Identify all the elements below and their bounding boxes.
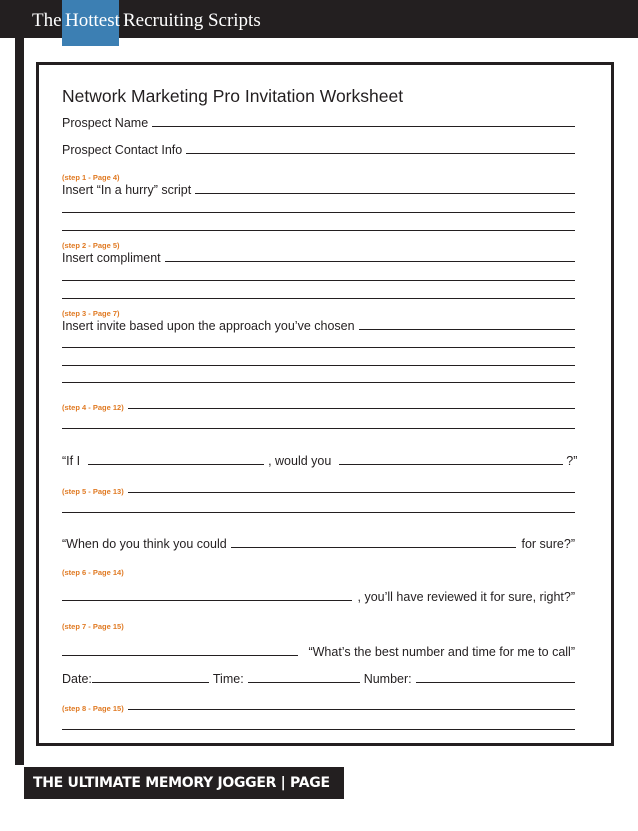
prospect-contact-field[interactable]: [186, 152, 575, 154]
would-you-blank[interactable]: [339, 463, 563, 465]
prospect-name-field[interactable]: [152, 125, 575, 127]
prospect-contact-row: [62, 143, 575, 157]
best-number-text: “What’s the best number and time for me to call”: [308, 645, 575, 659]
step-8-line-2[interactable]: [62, 729, 575, 730]
step-8-label: (step 8 - Page 15): [62, 704, 124, 713]
prospect-name-row: [62, 116, 575, 130]
step-3-row: [62, 319, 575, 333]
if-i-start: “If I: [62, 454, 81, 468]
step-1-label: (step 1 - Page 4): [62, 173, 120, 182]
if-i-blank[interactable]: [88, 463, 264, 465]
when-start: “When do you think you could: [62, 537, 227, 551]
step-6-label: (step 6 - Page 14): [62, 568, 124, 577]
step-8-field[interactable]: [128, 708, 575, 710]
sidebar-rule: [15, 38, 24, 765]
worksheet-title: Network Marketing Pro Invitation Worksheet: [62, 86, 404, 106]
header-title-rest: Recruiting Scripts: [123, 10, 261, 31]
step-5-label: (step 5 - Page 13): [62, 487, 124, 496]
if-i-row: [62, 454, 578, 468]
number-field[interactable]: [416, 681, 575, 683]
step-4-field[interactable]: [128, 407, 575, 409]
best-number-row: [62, 645, 575, 659]
step-7-label: (step 7 - Page 15): [62, 622, 124, 631]
header-word-hottest: Hottest: [62, 0, 119, 46]
reviewed-blank[interactable]: [62, 599, 352, 601]
prospect-contact-label: Prospect Contact Info: [62, 143, 183, 157]
date-field[interactable]: [92, 681, 209, 683]
time-label: Time:: [212, 672, 244, 686]
step-1-row: [62, 183, 575, 197]
step-2-line-3[interactable]: [62, 298, 575, 299]
step-2-line-2[interactable]: [62, 280, 575, 281]
step-4-label: (step 4 - Page 12): [62, 403, 124, 412]
step-3-field[interactable]: [359, 328, 575, 330]
step-5-field[interactable]: [128, 491, 575, 493]
step-1-line-2[interactable]: [62, 212, 575, 213]
header-bar: [0, 0, 638, 38]
step-5-line-2[interactable]: [62, 512, 575, 513]
step-2-label: (step 2 - Page 5): [62, 241, 120, 250]
step-1-prompt: Insert “In a hurry” script: [62, 183, 192, 197]
step-4-line-2[interactable]: [62, 428, 575, 429]
step-8-row: [62, 704, 575, 713]
date-label: Date:: [62, 672, 92, 686]
reviewed-row: [62, 590, 575, 604]
step-2-row: [62, 251, 575, 265]
step-1-line-3[interactable]: [62, 230, 575, 231]
time-field[interactable]: [248, 681, 360, 683]
if-i-middle: , would you: [268, 454, 332, 468]
step-4-row: [62, 403, 575, 412]
number-label: Number:: [363, 672, 412, 686]
step-3-line-3[interactable]: [62, 365, 575, 366]
best-number-blank[interactable]: [62, 654, 298, 656]
step-2-field[interactable]: [165, 260, 575, 262]
step-3-line-2[interactable]: [62, 347, 575, 348]
when-end: for sure?”: [521, 537, 575, 551]
if-i-end: ?”: [566, 454, 578, 468]
prospect-name-label: Prospect Name: [62, 116, 149, 130]
step-5-row: [62, 487, 575, 496]
when-row: [62, 537, 575, 551]
header-word-the: The: [32, 10, 62, 31]
reviewed-text: , you’ll have reviewed it for sure, right?”: [357, 590, 575, 604]
step-3-line-4[interactable]: [62, 382, 575, 383]
step-2-prompt: Insert compliment: [62, 251, 161, 265]
step-3-label: (step 3 - Page 7): [62, 309, 120, 318]
when-blank[interactable]: [231, 546, 516, 548]
step-1-field[interactable]: [195, 192, 575, 194]
footer-bar: THE ULTIMATE MEMORY JOGGER | PAGE 70: [24, 767, 344, 799]
step-3-prompt: Insert invite based upon the approach you’ve chosen: [62, 319, 355, 333]
date-time-number-row: [62, 672, 575, 686]
